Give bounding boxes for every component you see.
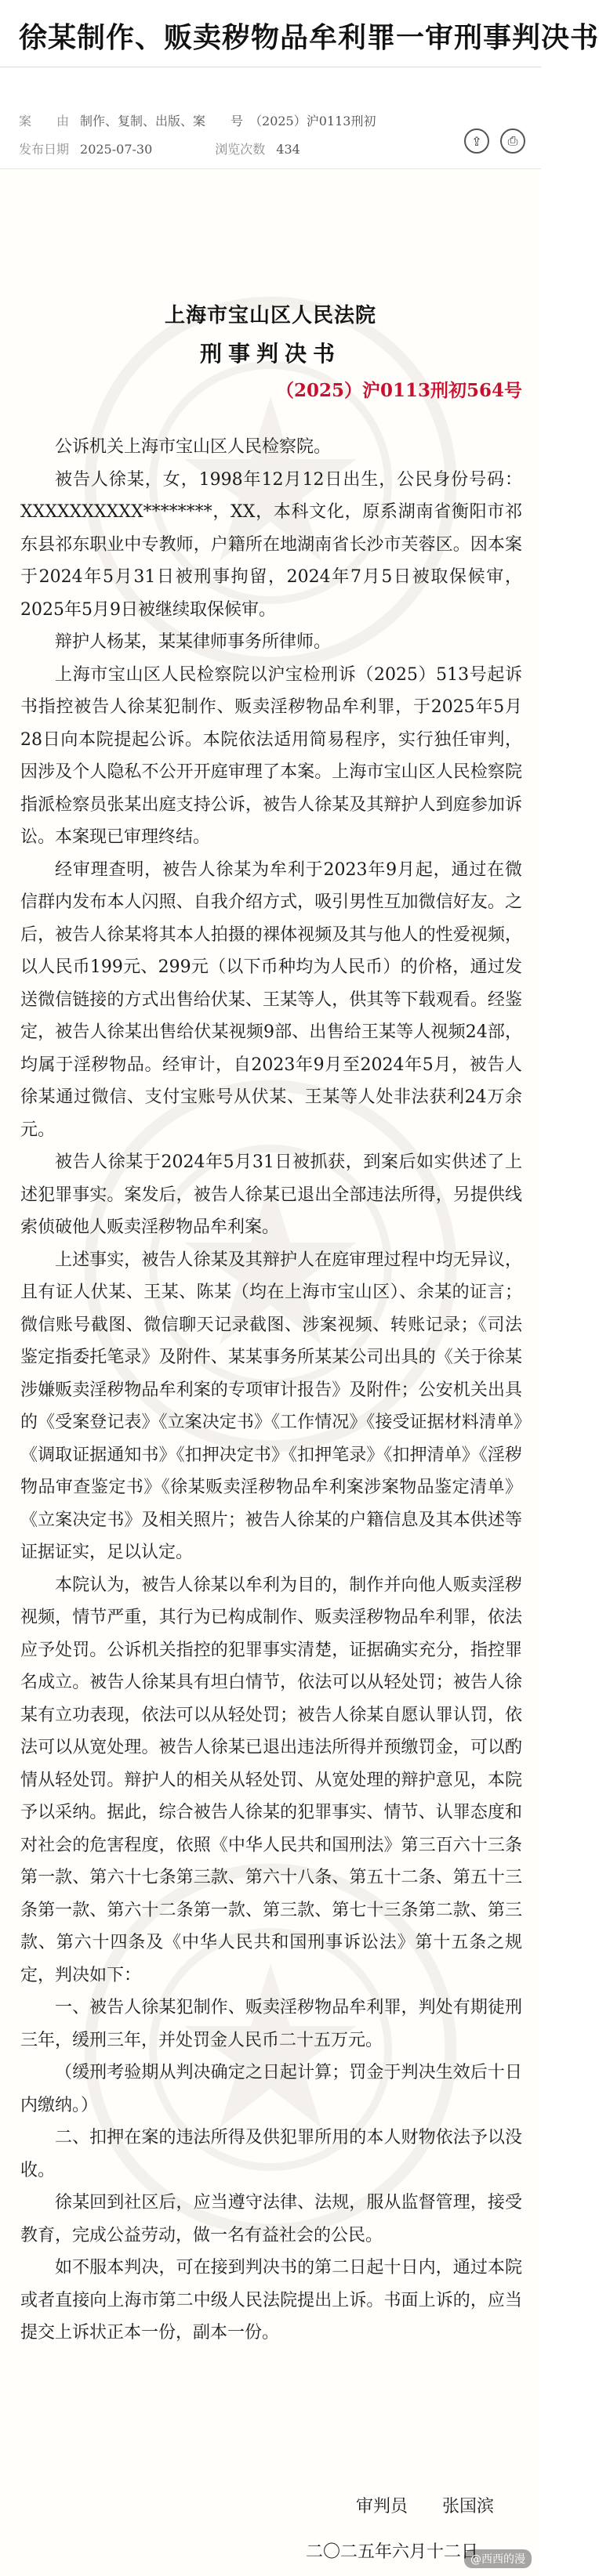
paragraph: 本院认为，被告人徐某以牟利为目的，制作并向他人贩卖淫秽视频，情节严重，其行为已构成制作、贩卖淫秽物品牟利罪，依法应予处罚。公诉机关指控的犯罪事实清楚，证据确实充分，指控罪名成立。被告人徐某具有坦白情节，依法可以从轻处罚；被告人徐某有立功表现，依法可以从轻处罚；被告人徐某自愿认罪认罚，依法可以从宽处理。被告人徐某已退出违法所得并预缴罚金，可以酌情从轻处罚。辩护人的相关从轻处罚、从宽处理的辩护意见，本院予以采纳。据此，综合被告人徐某的犯罪事实、情节、认罪态度和对社会的危害程度，依照《中华人民共和国刑法》第三百六十三条第一款、第六十七条第三款、第六十八条、第五十二条、第五十三条第一款、第六十二条第一款、第三款、第七十三条第二款、第三款、第六十四条及《中华人民共和国刑事诉讼法》第十五条之规定，判决如下：	[20, 1575, 522, 1985]
meta-actions	[464, 128, 525, 154]
judgment-document	[0, 169, 541, 2576]
judgment-body	[20, 431, 522, 2350]
document-type: 刑事判决书	[199, 341, 341, 367]
publish-date-label: 发布日期	[19, 142, 70, 157]
source-credit: @西西的漫	[464, 2549, 532, 2568]
case-cause-label: 案 由	[19, 114, 70, 128]
page-header	[0, 0, 599, 67]
judgment-date: 二〇二五年六月十二日	[305, 2542, 478, 2562]
paragraph: 公诉机关上海市宝山区人民检察院。	[55, 437, 332, 457]
paragraph: 一、被告人徐某犯制作、贩卖淫秽物品牟利罪，判处有期徒刑三年，缓刑三年，并处罚金人民币二十五万元。	[20, 1998, 522, 2050]
paragraph: 上述事实，被告人徐某及其辩护人在庭审理过程中均无异议，且有证人伏某、王某、陈某（均在上海市宝山区）、余某的证言；微信账号截图、微信聊天记录截图、涉案视频、转账记录；《司法鉴定指委托笔录》及附件、某某事务所某某公司出具的《关于徐某涉嫌贩卖淫秽物品牟利案的专项审计报告》及附件；公安机关出具的《受案登记表》《立案决定书》《工作情况》《接受证据材料清单》《调取证据通知书》《扣押决定书》《扣押笔录》《扣押清单》《淫秽物品审查鉴定书》《徐某贩卖淫秽物品牟利案涉案物品鉴定清单》《立案决定书》及相关照片；被告人徐某的户籍信息及其本供述等证据证实，足以认定。	[20, 1250, 522, 1562]
paragraph: 被告人徐某于2024年5月31日被抓获，到案后如实供述了上述犯罪事实。案发后，被告人徐某已退出全部违法所得，另提供线索侦破他人贩卖淫秽物品牟利案。	[20, 1152, 522, 1237]
views-label: 浏览次数	[215, 142, 266, 157]
case-cause-value: 制作、复制、出版、案 号 （2025）沪0113刑初	[80, 114, 376, 128]
paragraph: （缓刑考验期从判决确定之日起计算；罚金于判决生效后十日内缴纳。）	[20, 2063, 522, 2115]
case-meta	[0, 67, 541, 169]
share-icon[interactable]: ⇪	[464, 128, 489, 154]
case-cause-row	[19, 111, 376, 129]
paragraph: 如不服本判决，可在接到判决书的第二日起十日内，通过本院或者直接向上海市第二中级人民法院提出上诉。书面上诉的，应当提交上诉状正本一份，副本一份。	[20, 2258, 522, 2343]
judge-label: 审判员	[355, 2497, 408, 2516]
page-title: 徐某制作、贩卖秽物品牟利罪一审刑事判决书	[19, 21, 599, 54]
print-icon[interactable]: ⎙	[500, 128, 525, 154]
publish-date-value: 2025-07-30	[80, 142, 153, 157]
case-number: （2025）沪0113刑初564号	[275, 380, 522, 401]
paragraph: 辩护人杨某，某某律师事务所律师。	[55, 632, 332, 652]
paragraph: 上海市宝山区人民检察院以沪宝检刑诉（2025）513号起诉书指控被告人徐某犯制作、贩卖淫秽物品牟利罪，于2025年5月28日向本院提起公诉。本院依法适用简易程序，实行独任审判，因涉及个人隐私不公开开庭审理了本案。上海市宝山区人民检察院指派检察员张某出庭支持公诉，被告人徐某及其辩护人到庭参加诉讼。本案现已审理终结。	[20, 664, 522, 847]
judge-name: 张国滨	[441, 2497, 494, 2516]
paragraph: 被告人徐某，女，1998年12月12日出生，公民身份号码：XXXXXXXXXX********，XX，本科文化，原系湖南省衡阳市祁东县祁东职业中专教师，户籍所在地湖南省长沙市芙蓉区。因本案于2024年5月31日被刑事拘留，2024年7月5日被取保候审，2025年5月9日被继续取保候审。	[20, 469, 522, 620]
judge-signature	[356, 2493, 494, 2517]
views-value: 434	[276, 142, 300, 157]
paragraph: 二、扣押在案的违法所得及供犯罪所用的本人财物依法予以没收。	[20, 2128, 522, 2180]
publish-row	[19, 139, 300, 157]
paragraph: 经审理查明，被告人徐某为牟利于2023年9月起，通过在微信群内发布本人闪照、自我介绍方式，吸引男性互加微信好友。之后，被告人徐某将其本人拍摄的裸体视频及其与他人的性爱视频，以人民币199元、299元（以下币种均为人民币）的价格，通过发送微信链接的方式出售给伏某、王某等人，供其等下载观看。经鉴定，被告人徐某出售给伏某视频9部、出售给王某等人视频24部，均属于淫秽物品。经审计，自2023年9月至2024年5月，被告人徐某通过微信、支付宝账号从伏某、王某等人处非法获利24万余元。	[20, 859, 522, 1140]
court-name: 上海市宝山区人民法院	[164, 304, 376, 327]
paragraph: 徐某回到社区后，应当遵守法律、法规，服从监督管理，接受教育，完成公益劳动，做一名有益社会的公民。	[20, 2193, 522, 2245]
